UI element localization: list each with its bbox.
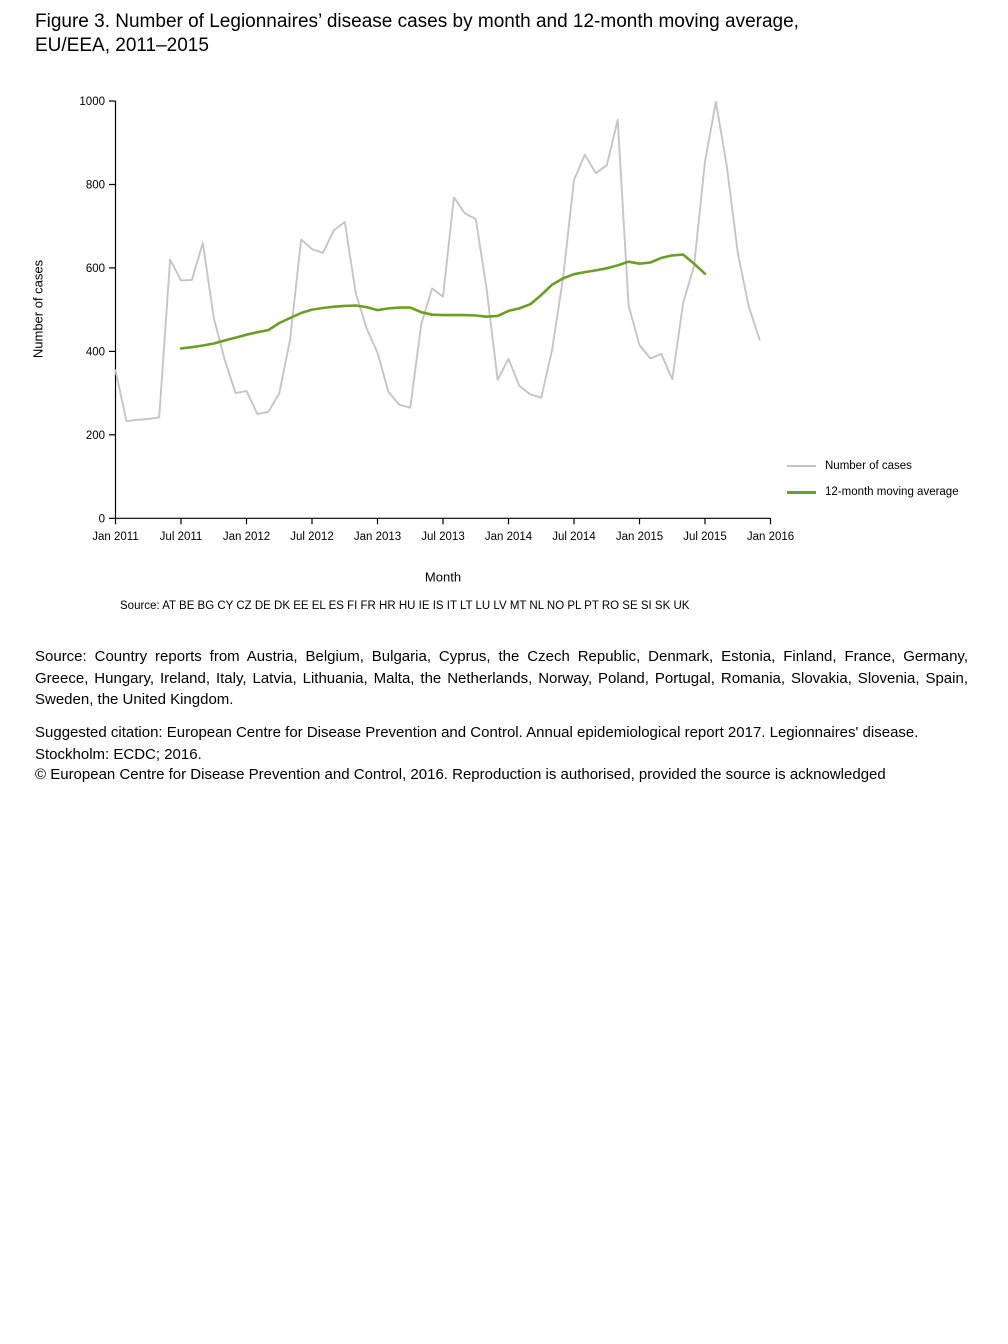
y-tick-label: 400 xyxy=(85,346,105,359)
copyright-line: © European Centre for Disease Prevention and Control, 2016. Reproduction is authorised, provided the source is acknowledged xyxy=(35,766,886,783)
y-tick-label: 1000 xyxy=(79,96,105,108)
x-tick-label: Jul 2011 xyxy=(159,531,203,543)
y-tick-label: 0 xyxy=(98,513,105,526)
x-tick-label: Jul 2013 xyxy=(421,531,465,543)
y-axis-title: Number of cases xyxy=(30,259,46,359)
series-line-number-of-cases xyxy=(116,102,760,421)
x-tick-label: Jan 2015 xyxy=(615,531,664,543)
legend-line-green-icon xyxy=(787,491,816,494)
series-line-12-month-moving-average xyxy=(181,255,705,349)
chart-source-note: Source: AT BE BG CY CZ DE DK EE EL ES FI FR HR HU IE IS IT LT LU LV MT NL NO PL PT RO SE SI SK UK xyxy=(120,600,690,612)
citation-line1: Suggested citation: European Centre for Disease Prevention and Control. Annual epidemiological report 2017. Legionnaires' disease. xyxy=(35,724,919,741)
citation-line2: Stockholm: ECDC; 2016. xyxy=(35,745,202,763)
x-tick-label: Jan 2014 xyxy=(484,531,533,543)
legend-item-moving-average xyxy=(787,486,959,498)
y-tick-label: 800 xyxy=(85,179,105,192)
x-axis-title: Month xyxy=(424,569,462,585)
x-tick-label: Jan 2011 xyxy=(92,531,139,543)
figure-title-line2: EU/EEA, 2011–2015 xyxy=(35,35,209,56)
x-tick-label: Jan 2016 xyxy=(746,531,795,543)
suggested-citation xyxy=(35,722,968,765)
legend-item-number-of-cases xyxy=(787,460,959,472)
x-tick-label: Jul 2012 xyxy=(290,531,334,543)
chart-legend xyxy=(787,460,959,498)
x-tick-label: Jul 2015 xyxy=(683,531,727,543)
figure-title xyxy=(35,10,799,58)
axis-lines xyxy=(116,101,771,518)
x-tick-label: Jul 2014 xyxy=(552,531,596,543)
legend-label-number-of-cases: Number of cases xyxy=(825,460,912,472)
x-tick-label: Jan 2012 xyxy=(222,531,271,543)
figure-title-line1: Figure 3. Number of Legionnaires’ disease cases by month and 12-month moving average, xyxy=(35,11,799,32)
legend-line-gray-icon xyxy=(787,465,816,467)
legend-label-moving-average: 12-month moving average xyxy=(825,486,959,498)
y-tick-label: 600 xyxy=(85,262,105,275)
x-tick-label: Jan 2013 xyxy=(353,531,402,543)
y-tick-label: 200 xyxy=(85,429,105,442)
source-countries-paragraph: Source: Country reports from Austria, Belgium, Bulgaria, Cyprus, the Czech Republic, Denmark, Estonia, Finland, France, Germany, Greece, Hungary, Ireland, Italy, Latvia, Lithuania, Malta, the Netherlands, Norway, Poland, Portugal, Romania, Slovakia, Slovenia, Spain, Sweden, the United Kingdom. xyxy=(35,648,968,708)
